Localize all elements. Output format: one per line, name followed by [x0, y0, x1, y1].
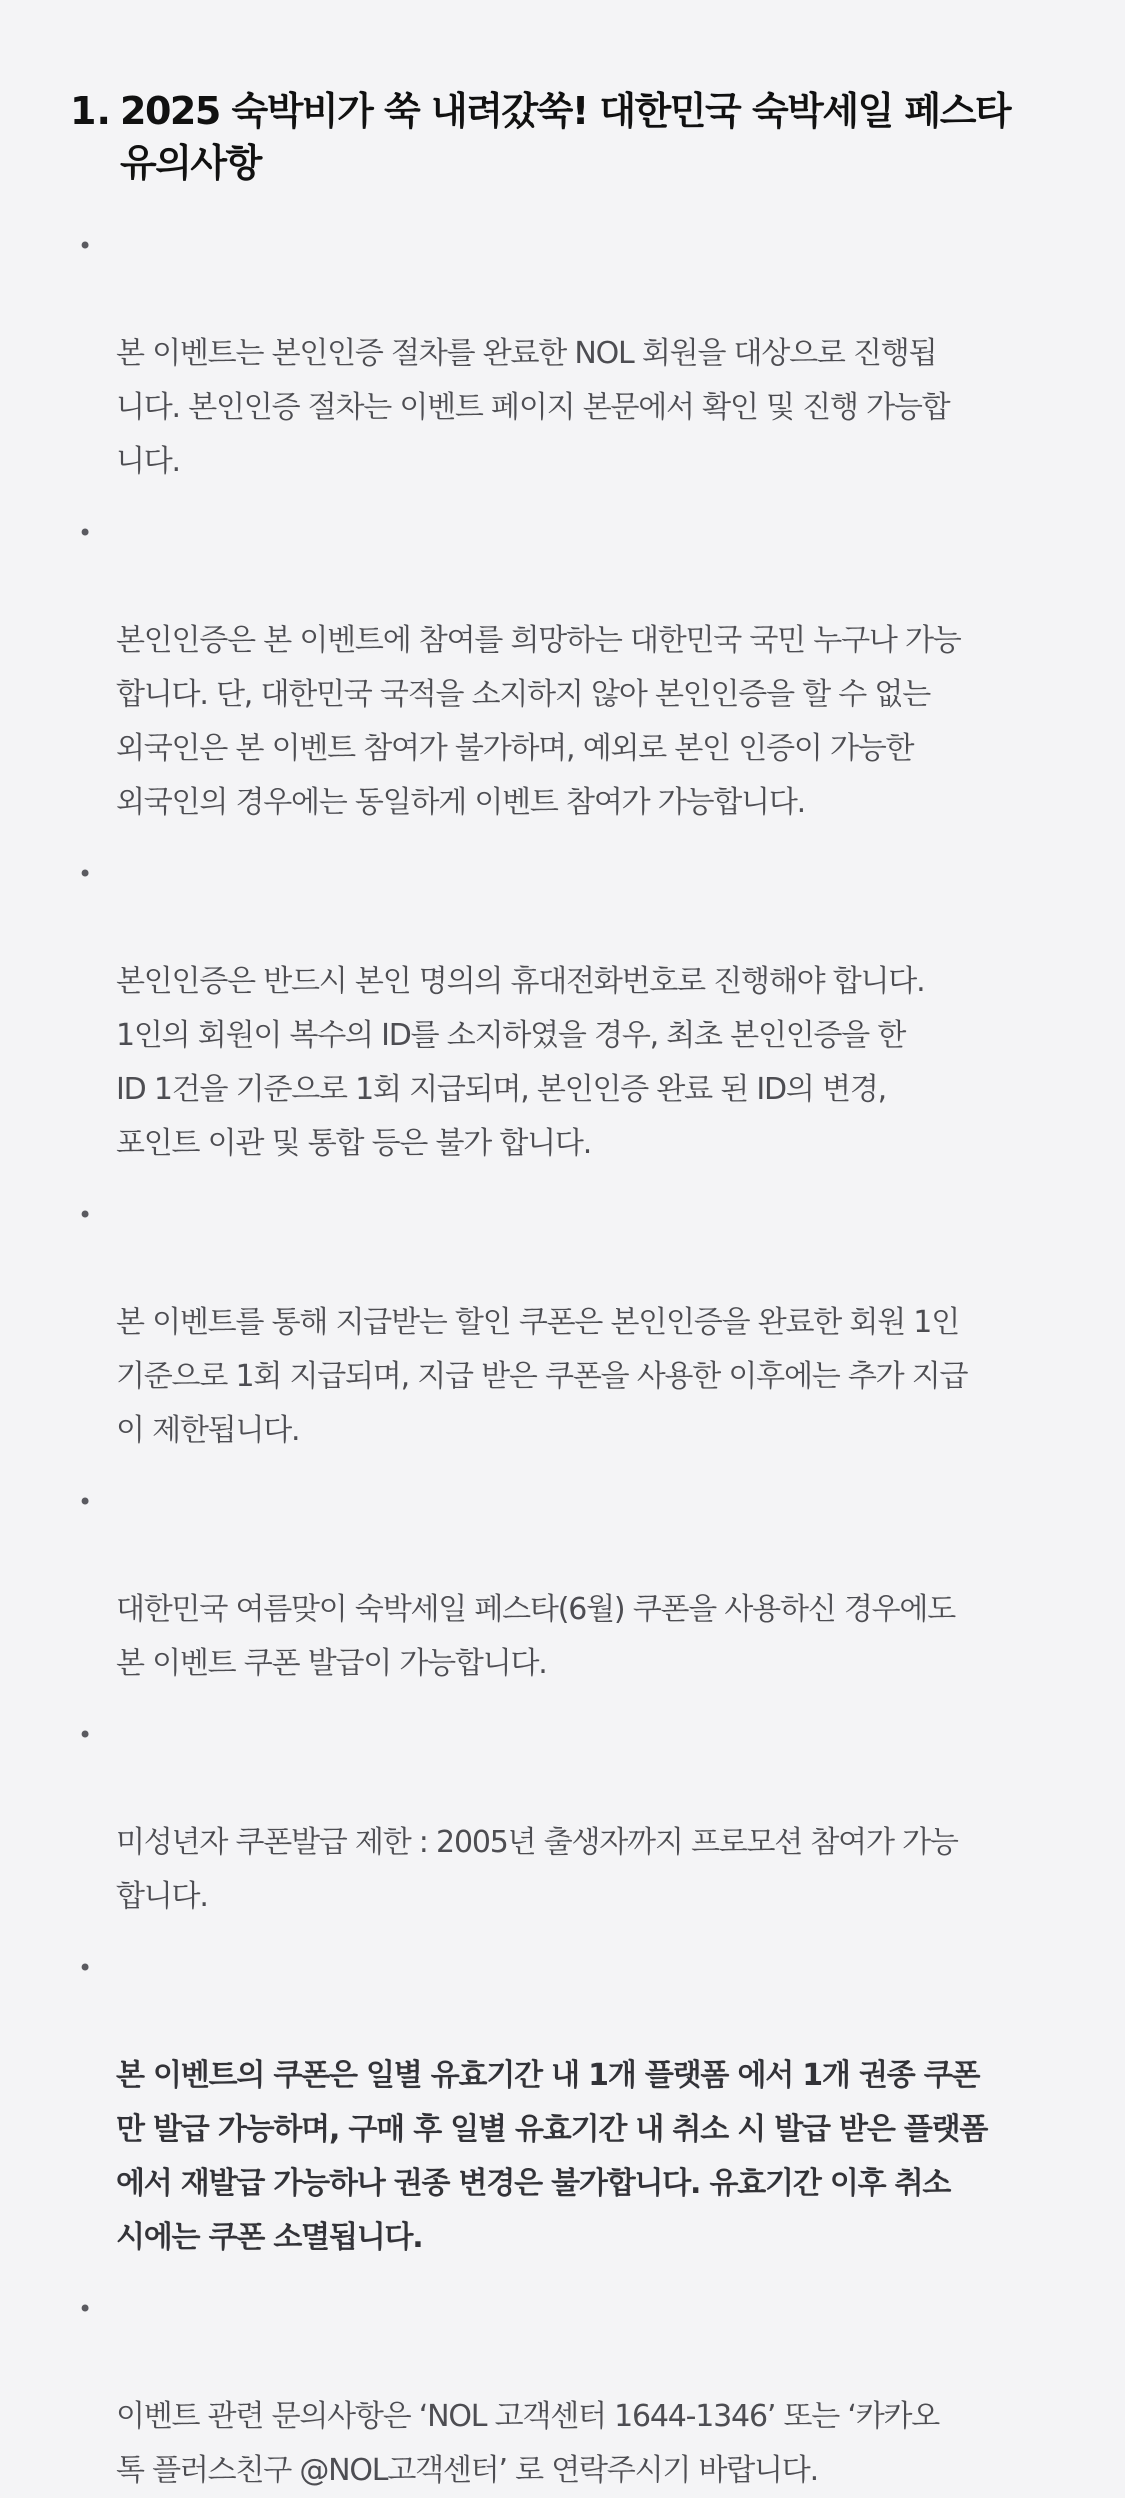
section-number: 1. [70, 89, 111, 133]
bullet-icon: • [78, 2295, 91, 2323]
notice-text: 본 이벤트를 통해 지급받는 할인 쿠폰은 본인인증을 완료한 회원 1인 기준으로 1회 지급되며, 지급 받은 쿠폰을 사용한 이후에는 추가 지급 이 제한됩니다. [116, 1305, 968, 1448]
notice-item [70, 2282, 1063, 2498]
notice-item [70, 847, 1063, 1171]
bullet-icon: • [78, 519, 91, 547]
notice-list [70, 219, 1063, 2498]
bullet-icon: • [78, 1488, 91, 1516]
notice-text: 본 이벤트는 본인인증 절차를 완료한 NOL 회원을 대상으로 진행됩 니다. 본인인증 절차는 이벤트 페이지 본문에서 확인 및 진행 가능합 니다. [116, 336, 950, 479]
notice-text: 본 이벤트의 쿠폰은 일별 유효기간 내 1개 플랫폼 에서 1개 권종 쿠폰 만 발급 가능하며, 구매 후 일별 유효기간 내 취소 시 발급 받은 플랫폼 에서 재발급 가능하나 권종 변경은 불가합니다. 유효기간 이후 취소 시에는 쿠폰 소멸됩니다. [116, 2058, 988, 2255]
notice-item [70, 506, 1063, 830]
section-title: 2025 숙박비가 쑥 내려갔쑥! 대한민국 숙박세일 페스타 유의사항 [120, 89, 1011, 185]
bullet-icon: • [78, 1201, 91, 1229]
notice-text: 본인인증은 본 이벤트에 참여를 희망하는 대한민국 국민 누구나 가능 합니다. 단, 대한민국 국적을 소지하지 않아 본인인증을 할 수 없는 외국인은 본 이벤트 참여가 불가하며, 예외로 본인 인증이 가능한 외국인의 경우에는 동일하게 이벤트 참여가 가능합니다. [116, 623, 961, 820]
bullet-icon: • [78, 860, 91, 888]
notice-text: 대한민국 여름맞이 숙박세일 페스타(6월) 쿠폰을 사용하신 경우에도 본 이벤트 쿠폰 발급이 가능합니다. [116, 1592, 955, 1681]
notice-item [70, 1708, 1063, 1924]
section-heading [70, 85, 1063, 189]
notice-text: 본인인증은 반드시 본인 명의의 휴대전화번호로 진행해야 합니다. 1인의 회원이 복수의 ID를 소지하였을 경우, 최초 본인인증을 한 ID 1건을 기준으로 1회 지급되며, 본인인증 완료 된 ID의 변경, 포인트 이관 및 통합 등은 불가 합니다. [116, 964, 925, 1161]
notice-item [70, 1475, 1063, 1691]
notice-item [70, 219, 1063, 489]
bullet-icon: • [78, 1954, 91, 1982]
bullet-icon: • [78, 232, 91, 260]
notice-text: 미성년자 쿠폰발급 제한 : 2005년 출생자까지 프로모션 참여가 가능 합니다. [116, 1825, 958, 1914]
bullet-icon: • [78, 1721, 91, 1749]
notice-text: 이벤트 관련 문의사항은 ‘NOL 고객센터 1644-1346’ 또는 ‘카카오 톡 플러스친구 @NOL고객센터’ 로 연락주시기 바랍니다. [116, 2399, 940, 2488]
notice-item-emphasized [70, 1941, 1063, 2265]
notice-item [70, 1188, 1063, 1458]
